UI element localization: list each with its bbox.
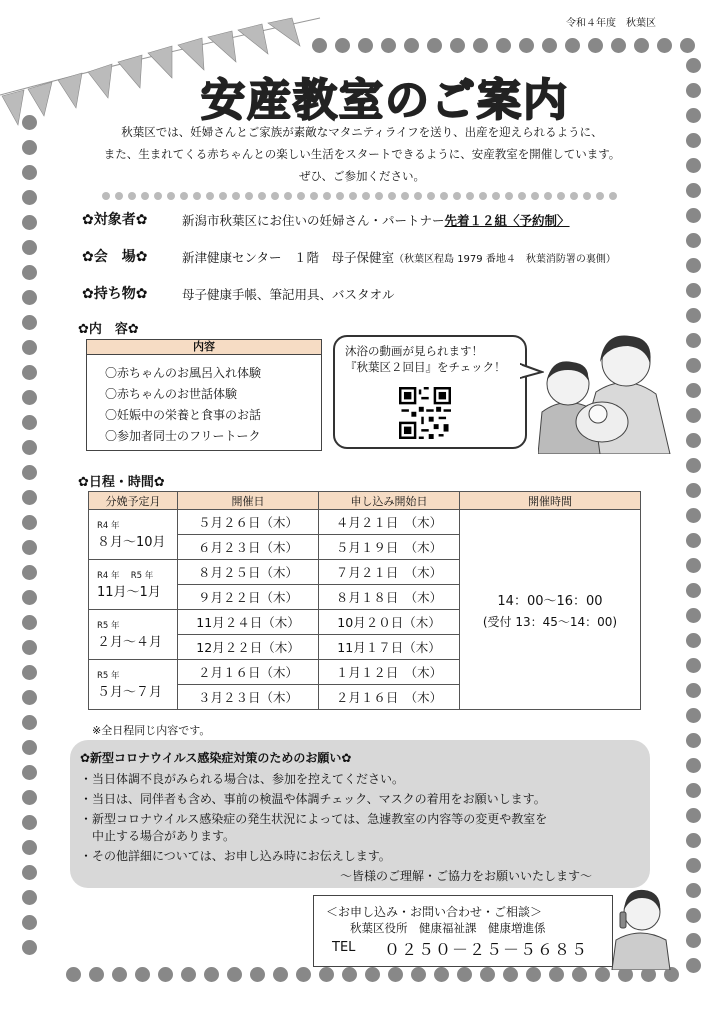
divider-dot bbox=[557, 192, 565, 200]
venue-value bbox=[182, 248, 616, 266]
border-dot bbox=[112, 967, 127, 982]
border-dot bbox=[22, 690, 37, 705]
divider-dot bbox=[440, 192, 448, 200]
due-year: R5 年 bbox=[97, 671, 120, 681]
border-dot bbox=[22, 440, 37, 455]
apply-date: ７月２１日 （木） bbox=[319, 560, 460, 585]
event-date: ６月２３日（木） bbox=[178, 535, 319, 560]
bubble-line-2: 『秋葉区２回目』をチェック！ bbox=[345, 360, 506, 374]
border-dot bbox=[686, 833, 701, 848]
border-dot bbox=[519, 38, 534, 53]
divider-dot bbox=[258, 192, 266, 200]
border-dot bbox=[686, 533, 701, 548]
border-dot bbox=[22, 765, 37, 780]
border-dot bbox=[686, 458, 701, 473]
divider-dot bbox=[479, 192, 487, 200]
border-dot bbox=[503, 967, 518, 982]
divider-dot bbox=[466, 192, 474, 200]
reception-time: (受付 13：45～14：00) bbox=[482, 614, 618, 629]
due-year: R4 年 bbox=[97, 521, 120, 531]
border-dot bbox=[204, 967, 219, 982]
due-months: ８月～10月 bbox=[97, 535, 166, 550]
border-dot bbox=[22, 390, 37, 405]
border-dot bbox=[427, 38, 442, 53]
border-dot bbox=[473, 38, 488, 53]
border-dot bbox=[686, 658, 701, 673]
venue-address: （秋葉区程島 1979 番地４ 秋葉消防署の裏側） bbox=[394, 254, 616, 265]
border-dot bbox=[22, 940, 37, 955]
divider-dot bbox=[115, 192, 123, 200]
tel-number[interactable]: ０２５０－２５－５６８５ bbox=[384, 940, 589, 959]
divider-dot bbox=[219, 192, 227, 200]
target-emphasis: 先着１２組〈予約制〉 bbox=[444, 213, 570, 228]
divider-dot bbox=[362, 192, 370, 200]
covid-notice-box bbox=[70, 740, 650, 888]
border-dot bbox=[22, 215, 37, 230]
divider-dot bbox=[544, 192, 552, 200]
divider-dot bbox=[323, 192, 331, 200]
header-due-month: 分娩予定月 bbox=[89, 492, 178, 510]
border-dot bbox=[434, 967, 449, 982]
border-dot bbox=[457, 967, 472, 982]
divider-dot bbox=[128, 192, 136, 200]
border-dot bbox=[22, 165, 37, 180]
apply-date: 11月１７日（木） bbox=[319, 635, 460, 660]
border-dot bbox=[22, 815, 37, 830]
border-dot bbox=[335, 38, 350, 53]
border-dot bbox=[365, 967, 380, 982]
event-date: ９月２２日（木） bbox=[178, 585, 319, 610]
content-item: 〇妊娠中の栄養と食事のお話 bbox=[105, 408, 262, 422]
divider-dot bbox=[141, 192, 149, 200]
content-item: 〇赤ちゃんのお風呂入れ体験 bbox=[105, 366, 262, 380]
intro-line-2: また、生まれてくる赤ちゃんとの楽しい生活をスタートできるように、安産教室を開催しています。 bbox=[103, 147, 621, 161]
divider-dot bbox=[518, 192, 526, 200]
border-dot bbox=[686, 558, 701, 573]
border-dot bbox=[686, 108, 701, 123]
bubble-text bbox=[345, 343, 506, 375]
due-month-cell bbox=[89, 510, 178, 560]
divider-dot bbox=[375, 192, 383, 200]
border-dot bbox=[22, 115, 37, 130]
divider-dot bbox=[609, 192, 617, 200]
border-dot bbox=[480, 967, 495, 982]
divider-dot bbox=[232, 192, 240, 200]
border-dot bbox=[686, 883, 701, 898]
border-dot bbox=[22, 265, 37, 280]
border-dot bbox=[526, 967, 541, 982]
page-title: 安産教室のご案内 bbox=[201, 75, 569, 126]
border-dot bbox=[22, 290, 37, 305]
border-dot bbox=[22, 740, 37, 755]
divider-dot bbox=[193, 192, 201, 200]
header-date: 開催日 bbox=[178, 492, 319, 510]
border-dot bbox=[22, 240, 37, 255]
due-months: ５月～７月 bbox=[97, 685, 163, 700]
border-dot bbox=[686, 408, 701, 423]
contact-office: 秋葉区役所 健康福祉課 健康増進係 bbox=[350, 921, 546, 935]
divider-dot bbox=[401, 192, 409, 200]
border-dot bbox=[66, 967, 81, 982]
divider-dot bbox=[596, 192, 604, 200]
border-dot bbox=[22, 540, 37, 555]
border-dot bbox=[686, 258, 701, 273]
border-dot bbox=[565, 38, 580, 53]
due-year: R4 年 R5 年 bbox=[97, 571, 154, 581]
content-header: 内容 bbox=[87, 340, 321, 355]
divider-dot bbox=[388, 192, 396, 200]
event-date: ８月２５日（木） bbox=[178, 560, 319, 585]
contact-box bbox=[313, 895, 613, 967]
covid-line: 中止する場合があります。 bbox=[80, 829, 236, 843]
schedule-label: ✿日程・時間✿ bbox=[78, 475, 165, 490]
parents-with-baby-illustration bbox=[538, 322, 688, 454]
covid-closing: ～皆様のご理解・ご協力をお願いいたします～ bbox=[340, 869, 593, 883]
border-dot bbox=[22, 665, 37, 680]
target-value bbox=[182, 211, 570, 229]
due-month-cell bbox=[89, 560, 178, 610]
border-dot bbox=[686, 183, 701, 198]
border-dot bbox=[680, 38, 695, 53]
border-dot bbox=[686, 908, 701, 923]
border-dot bbox=[22, 565, 37, 580]
covid-line: ・新型コロナウイルス感染症の発生状況によっては、急遽教室の内容等の変更や教室を bbox=[80, 812, 548, 826]
border-dot bbox=[686, 383, 701, 398]
border-dot bbox=[588, 38, 603, 53]
border-dot bbox=[542, 38, 557, 53]
due-month-cell bbox=[89, 610, 178, 660]
qr-code-icon[interactable] bbox=[399, 387, 451, 439]
schedule-note: ※全日程同じ内容です。 bbox=[92, 724, 211, 737]
border-dot bbox=[411, 967, 426, 982]
border-dot bbox=[549, 967, 564, 982]
border-dot bbox=[22, 840, 37, 855]
border-dot bbox=[686, 83, 701, 98]
covid-line: ・当日は、同伴者も含め、事前の検温や体調チェック、マスクの着用をお願いします。 bbox=[80, 792, 546, 806]
due-year: R5 年 bbox=[97, 621, 120, 631]
event-date: 12月２２日（木） bbox=[178, 635, 319, 660]
border-dot bbox=[450, 38, 465, 53]
border-dot bbox=[686, 683, 701, 698]
border-dot bbox=[358, 38, 373, 53]
divider-dot bbox=[349, 192, 357, 200]
border-dot bbox=[319, 967, 334, 982]
border-dot bbox=[686, 958, 701, 973]
border-dot bbox=[22, 640, 37, 655]
border-dot bbox=[312, 38, 327, 53]
divider-dot bbox=[284, 192, 292, 200]
border-dot bbox=[22, 890, 37, 905]
intro-line-3: ぜひ、ご参加ください。 bbox=[298, 169, 426, 183]
target-text: 新潟市秋葉区にお住いの妊婦さん・パートナー bbox=[182, 213, 445, 228]
border-dot bbox=[686, 333, 701, 348]
border-dot bbox=[22, 340, 37, 355]
event-date: ２月１６日（木） bbox=[178, 660, 319, 685]
divider-dot bbox=[180, 192, 188, 200]
divider-dot bbox=[154, 192, 162, 200]
divider-dot bbox=[245, 192, 253, 200]
divider-dot bbox=[297, 192, 305, 200]
border-dot bbox=[496, 38, 511, 53]
time-cell bbox=[460, 510, 641, 710]
event-date: 11月２４日（木） bbox=[178, 610, 319, 635]
covid-line: ・その他詳細については、お申し込み時にお伝えします。 bbox=[80, 849, 391, 863]
border-dot bbox=[22, 490, 37, 505]
divider-dot bbox=[271, 192, 279, 200]
border-dot bbox=[686, 308, 701, 323]
border-dot bbox=[158, 967, 173, 982]
border-dot bbox=[686, 708, 701, 723]
border-dot bbox=[686, 508, 701, 523]
border-dot bbox=[686, 808, 701, 823]
target-label: ✿対象者✿ bbox=[82, 212, 148, 228]
border-dot bbox=[22, 415, 37, 430]
border-dot bbox=[657, 38, 672, 53]
event-time: 14：00～16：00 bbox=[497, 593, 603, 609]
divider-dot bbox=[492, 192, 500, 200]
fiscal-year-area: 令和４年度 秋葉区 bbox=[566, 18, 656, 29]
event-date: ３月２３日（木） bbox=[178, 685, 319, 710]
border-dot bbox=[686, 133, 701, 148]
border-dot bbox=[686, 758, 701, 773]
due-months: ２月～４月 bbox=[97, 635, 163, 650]
content-label: ✿内 容✿ bbox=[78, 322, 139, 337]
divider-dot bbox=[583, 192, 591, 200]
divider-dot bbox=[505, 192, 513, 200]
content-item: 〇参加者同士のフリートーク bbox=[105, 429, 261, 443]
divider-dot bbox=[453, 192, 461, 200]
covid-line: ・当日体調不良がみられる場合は、参加を控えてください。 bbox=[80, 772, 405, 786]
border-dot bbox=[22, 515, 37, 530]
divider-dot bbox=[102, 192, 110, 200]
border-dot bbox=[686, 158, 701, 173]
border-dot bbox=[611, 38, 626, 53]
border-dot bbox=[22, 140, 37, 155]
belongings-label: ✿持ち物✿ bbox=[82, 286, 148, 302]
border-dot bbox=[686, 483, 701, 498]
divider-dot bbox=[414, 192, 422, 200]
border-dot bbox=[686, 358, 701, 373]
apply-date: ８月１８日 （木） bbox=[319, 585, 460, 610]
border-dot bbox=[686, 233, 701, 248]
video-speech-bubble bbox=[333, 335, 527, 449]
intro-line-1: 秋葉区では、妊婦さんとご家族が素敵なマタニティライフを送り、出産を迎えられるように、 bbox=[121, 125, 603, 139]
border-dot bbox=[686, 783, 701, 798]
apply-date: １月１２日 （木） bbox=[319, 660, 460, 685]
border-dot bbox=[686, 733, 701, 748]
border-dot bbox=[686, 858, 701, 873]
covid-title: ✿新型コロナウイルス感染症対策のためのお願い✿ bbox=[80, 751, 352, 765]
border-dot bbox=[388, 967, 403, 982]
border-dot bbox=[686, 58, 701, 73]
content-box bbox=[86, 339, 322, 451]
header-apply-start: 申し込み開始日 bbox=[319, 492, 460, 510]
divider-dot bbox=[310, 192, 318, 200]
border-dot bbox=[686, 933, 701, 948]
apply-date: ２月１６日 （木） bbox=[319, 685, 460, 710]
border-dot bbox=[273, 967, 288, 982]
border-dot bbox=[22, 615, 37, 630]
divider-dot bbox=[167, 192, 175, 200]
border-dot bbox=[634, 38, 649, 53]
divider-dot bbox=[531, 192, 539, 200]
border-dot bbox=[342, 967, 357, 982]
apply-date: 10月２０日（木） bbox=[319, 610, 460, 635]
tel-label: TEL bbox=[332, 940, 356, 955]
header-time: 開催時間 bbox=[460, 492, 641, 510]
border-dot bbox=[686, 633, 701, 648]
schedule-table bbox=[88, 491, 641, 710]
border-dot bbox=[250, 967, 265, 982]
border-dot bbox=[22, 915, 37, 930]
divider-dot bbox=[206, 192, 214, 200]
border-dot bbox=[22, 365, 37, 380]
due-month-cell bbox=[89, 660, 178, 710]
border-dot bbox=[22, 590, 37, 605]
woman-on-phone-illustration bbox=[608, 876, 672, 970]
due-months: 11月～1月 bbox=[97, 585, 161, 600]
event-date: ５月２６日（木） bbox=[178, 510, 319, 535]
content-item: 〇赤ちゃんのお世話体験 bbox=[105, 387, 238, 401]
border-dot bbox=[381, 38, 396, 53]
border-dot bbox=[22, 315, 37, 330]
divider-dot bbox=[427, 192, 435, 200]
divider-dot bbox=[336, 192, 344, 200]
border-dot bbox=[22, 190, 37, 205]
border-dot bbox=[22, 865, 37, 880]
border-dot bbox=[572, 967, 587, 982]
border-dot bbox=[686, 283, 701, 298]
border-dot bbox=[296, 967, 311, 982]
border-dot bbox=[404, 38, 419, 53]
apply-date: ５月１９日 （木） bbox=[319, 535, 460, 560]
border-dot bbox=[135, 967, 150, 982]
border-dot bbox=[686, 608, 701, 623]
border-dot bbox=[22, 465, 37, 480]
border-dot bbox=[22, 790, 37, 805]
venue-text: 新津健康センター １階 母子保健室 bbox=[182, 250, 395, 265]
venue-label: ✿会 場✿ bbox=[82, 249, 148, 265]
bubble-line-1: 沐浴の動画が見られます！ bbox=[345, 344, 483, 358]
contact-heading: ＜お申し込み・お問い合わせ・ご相談＞ bbox=[326, 905, 543, 919]
apply-date: ４月２１日 （木） bbox=[319, 510, 460, 535]
border-dot bbox=[686, 583, 701, 598]
border-dot bbox=[686, 208, 701, 223]
divider-dot bbox=[570, 192, 578, 200]
border-dot bbox=[227, 967, 242, 982]
border-dot bbox=[22, 715, 37, 730]
border-dot bbox=[181, 967, 196, 982]
border-dot bbox=[686, 433, 701, 448]
border-dot bbox=[89, 967, 104, 982]
belongings-value: 母子健康手帳、筆記用具、バスタオル bbox=[182, 287, 395, 302]
